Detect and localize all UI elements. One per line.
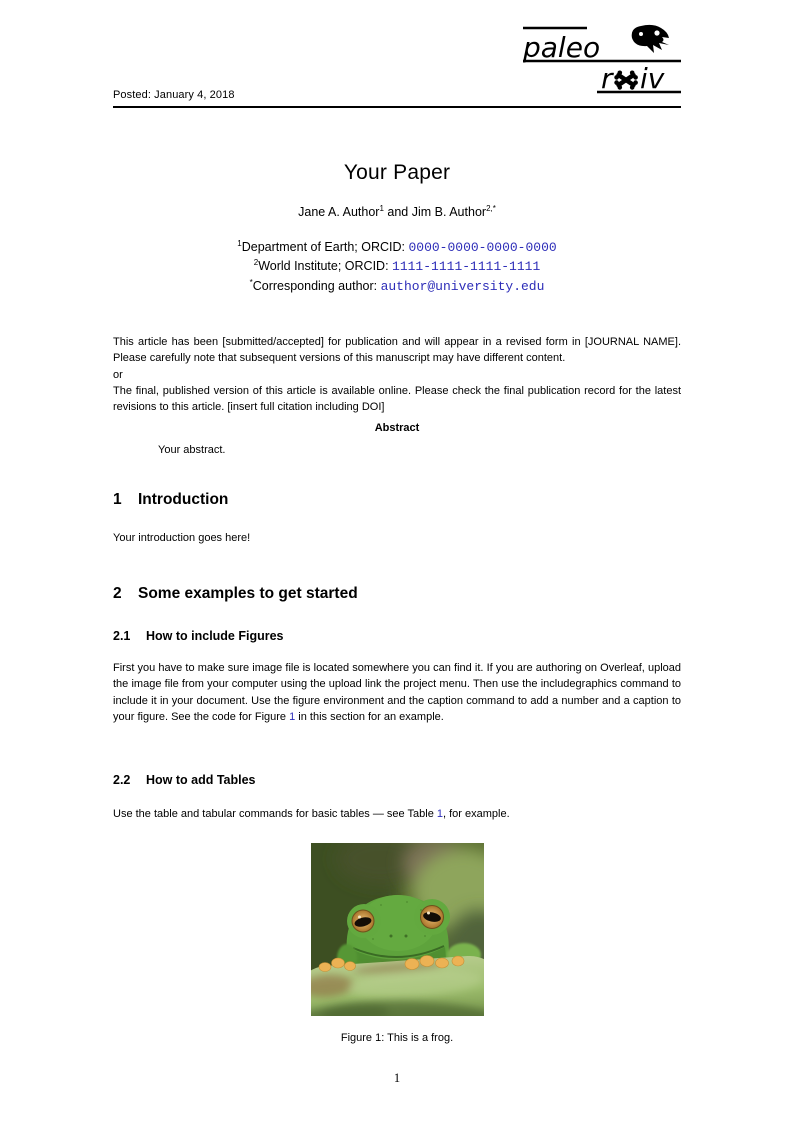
- section-2-1-title: How to include Figures: [146, 629, 284, 643]
- affiliation-2-mark: 2: [253, 258, 259, 268]
- email-link[interactable]: author@university.edu: [380, 278, 545, 294]
- affiliation-1: [0, 238, 794, 257]
- publication-notice: [113, 334, 681, 415]
- figure-1-ref[interactable]: 1: [289, 710, 296, 723]
- page-number: 1: [393, 1071, 401, 1085]
- orcid-link-2[interactable]: 1111-1111-1111-1111: [392, 259, 541, 275]
- byline-connector: and: [383, 205, 412, 219]
- abstract-text: Your abstract.: [158, 444, 226, 456]
- section-1-number: 1: [113, 491, 122, 508]
- logo-word-iv: iv: [640, 62, 665, 94]
- orcid-link-1[interactable]: 0000-0000-0000-0000: [408, 240, 557, 255]
- notice-or: or: [113, 368, 123, 381]
- table-1-ref[interactable]: 1: [436, 808, 443, 820]
- section-1-title: Introduction: [138, 491, 229, 508]
- section-2-2-heading: [113, 773, 256, 787]
- notice-paragraph-1: This article has been [submitted/accepted] for publication and will appear in a revised form in [JOURNAL NAME]. Please carefully note that subsequent versions of this manuscript may have different content.: [113, 336, 681, 365]
- figure-1: [311, 843, 484, 1016]
- author-2-affmark: 2,*: [486, 203, 496, 213]
- figures-paragraph-tail: in this section for an example.: [295, 710, 444, 723]
- corresponding-author-line: [0, 277, 794, 296]
- byline: [0, 205, 794, 219]
- affiliation-1-text: Department of Earth; ORCID:: [241, 240, 409, 254]
- figures-paragraph: [113, 660, 681, 725]
- section-2-title: Some examples to get started: [138, 585, 358, 602]
- frog-right-eye: [421, 906, 444, 929]
- tables-paragraph-tail: , for example.: [443, 808, 510, 820]
- author-2: Jim B. Author: [411, 205, 487, 219]
- abstract-heading: Abstract: [374, 422, 420, 434]
- affiliation-2-text: World Institute; ORCID:: [258, 259, 393, 274]
- frog-left-eye: [352, 910, 374, 932]
- author-1-affmark: 1: [379, 203, 384, 213]
- figures-paragraph-text: First you have to make sure image file is located somewhere you can find it. If you are authoring on Overleaf, upload the image file from your computer using the upload link the project menu. Then use the includegraphics command to include it in your document. Use the figure environment and the caption command to add a number and a caption to your figure. See the code for Figure: [113, 662, 681, 723]
- tables-paragraph-text: Use the table and tabular commands for basic tables — see Table: [113, 808, 437, 820]
- section-2-number: 2: [113, 585, 122, 602]
- crossed-bones-icon: [614, 71, 638, 90]
- page-title: Your Paper: [343, 161, 451, 184]
- logo-word-paleo: paleo: [523, 31, 601, 64]
- affiliation-1-mark: 1: [237, 238, 242, 248]
- posted-date: Posted: January 4, 2018: [113, 89, 681, 108]
- notice-paragraph-2: The final, published version of this article is available online. Please check the final publication record for the latest revisions to this article. [insert full citation including DOI]: [113, 384, 681, 414]
- corresponding-author-text: Corresponding author:: [252, 278, 381, 293]
- paleorxiv-logo: [523, 20, 681, 94]
- section-2-2-number: 2.2: [113, 773, 131, 787]
- logo-word-r: r: [601, 62, 613, 94]
- section-1-heading: [113, 491, 228, 509]
- trex-skull-icon: [632, 25, 669, 53]
- corresponding-author-mark: *: [249, 277, 253, 287]
- tables-paragraph: [113, 806, 681, 822]
- author-1: Jane A. Author: [298, 205, 380, 219]
- section-2-1-heading: [113, 629, 284, 643]
- introduction-body: Your introduction goes here!: [113, 532, 251, 544]
- section-2-1-number: 2.1: [113, 629, 131, 643]
- frog-photo: [311, 843, 484, 1016]
- affiliations: [0, 238, 794, 296]
- affiliation-2: [0, 257, 794, 276]
- figure-1-caption: Figure 1: This is a frog.: [340, 1032, 454, 1044]
- section-2-2-title: How to add Tables: [146, 773, 256, 787]
- section-2-heading: [113, 585, 358, 603]
